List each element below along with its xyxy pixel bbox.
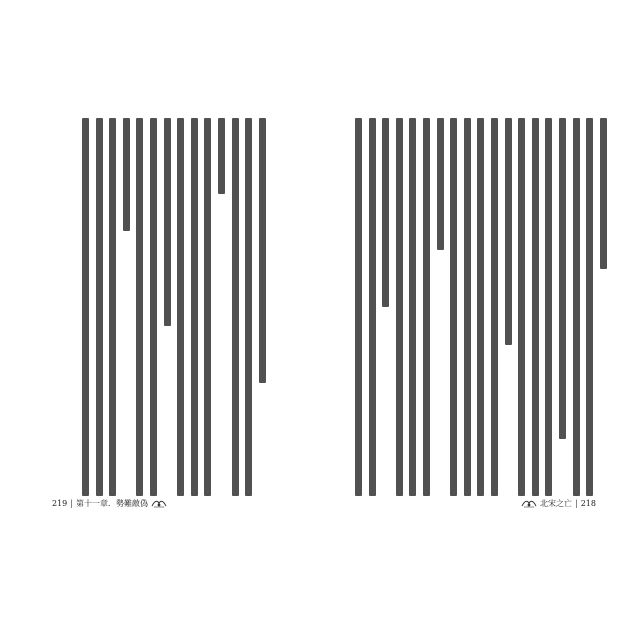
text-column-placeholder bbox=[232, 118, 239, 496]
text-column-placeholder bbox=[491, 118, 498, 496]
text-column-placeholder bbox=[559, 118, 566, 439]
text-column-placeholder bbox=[532, 118, 539, 496]
text-column-placeholder bbox=[150, 118, 157, 496]
text-column-placeholder bbox=[423, 118, 430, 496]
text-column-placeholder bbox=[409, 118, 416, 496]
decorative-flourish-icon bbox=[521, 498, 537, 509]
text-column-placeholder bbox=[464, 118, 471, 496]
right-page-footer bbox=[521, 498, 596, 509]
text-column-placeholder bbox=[545, 118, 552, 496]
text-column-placeholder bbox=[369, 118, 376, 496]
text-column-placeholder bbox=[218, 118, 225, 194]
footer-separator: | bbox=[575, 499, 578, 508]
text-column-placeholder bbox=[382, 118, 389, 307]
text-column-placeholder bbox=[450, 118, 457, 496]
text-column-placeholder bbox=[355, 118, 362, 496]
text-column-placeholder bbox=[177, 118, 184, 496]
text-column-placeholder bbox=[573, 118, 580, 496]
text-column-placeholder bbox=[259, 118, 266, 383]
text-column-placeholder bbox=[123, 118, 130, 231]
footer-separator: | bbox=[70, 499, 73, 508]
text-column-placeholder bbox=[396, 118, 403, 496]
page-number: 218 bbox=[580, 499, 596, 508]
text-column-placeholder bbox=[245, 118, 252, 496]
text-column-placeholder bbox=[204, 118, 211, 496]
right-page bbox=[320, 0, 640, 640]
page-number: 219 bbox=[52, 499, 68, 508]
text-column-placeholder bbox=[82, 118, 89, 496]
left-page-footer bbox=[52, 498, 167, 509]
decorative-flourish-icon bbox=[151, 498, 167, 509]
text-column-placeholder bbox=[136, 118, 143, 496]
text-column-placeholder bbox=[96, 118, 103, 496]
text-column-placeholder bbox=[518, 118, 525, 496]
text-column-placeholder bbox=[505, 118, 512, 345]
running-header: 第十一章．勢難敵偽 bbox=[75, 499, 148, 508]
text-column-placeholder bbox=[600, 118, 607, 269]
text-column-placeholder bbox=[437, 118, 444, 250]
left-page-body-text bbox=[82, 118, 272, 496]
text-column-placeholder bbox=[586, 118, 593, 496]
text-column-placeholder bbox=[477, 118, 484, 496]
text-column-placeholder bbox=[109, 118, 116, 496]
running-header: 北宋之亡 bbox=[540, 499, 573, 508]
right-page-body-text bbox=[355, 118, 613, 496]
text-column-placeholder bbox=[191, 118, 198, 496]
text-column-placeholder bbox=[164, 118, 171, 326]
